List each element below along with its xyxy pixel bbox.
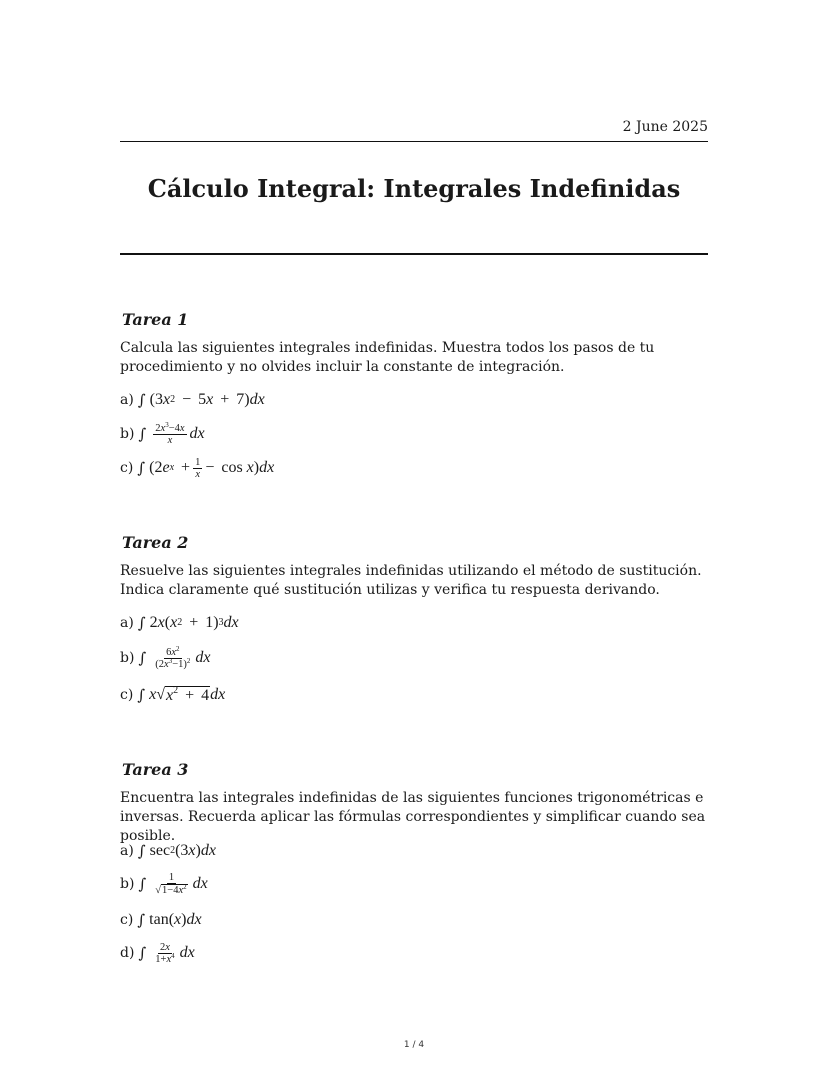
task-title: Tarea 3 bbox=[122, 760, 189, 779]
exercise-item bbox=[120, 841, 216, 861]
math-expression: ∫ 2 x ( x 2 + 1) 3 dx bbox=[137, 614, 239, 632]
exercise-label: a) bbox=[120, 392, 134, 408]
math-expression: ∫ tan( x ) dx bbox=[137, 911, 202, 929]
exercise-item bbox=[120, 910, 202, 930]
exercise-item bbox=[120, 874, 208, 894]
math-expression: ∫ x √ $x^2 + 4$ dx bbox=[137, 685, 226, 704]
exercise-label: b) bbox=[120, 426, 135, 442]
exercise-label: c) bbox=[120, 912, 134, 928]
exercise-item bbox=[120, 644, 211, 670]
document-title: Cálculo Integral: Integrales Indefinidas bbox=[147, 174, 681, 203]
task-title: Tarea 2 bbox=[122, 533, 189, 552]
math-expression: ∫ $\frac{2x}{1+x^4}$ dx bbox=[138, 941, 195, 965]
top-rule bbox=[120, 141, 708, 142]
page-number: 1 / 4 bbox=[403, 1040, 425, 1050]
title-rule bbox=[120, 253, 708, 255]
exercise-label: a) bbox=[120, 843, 134, 859]
math-expression: ∫ 1 √ $1-4x^2$ dx bbox=[138, 872, 208, 896]
exercise-item bbox=[120, 390, 265, 410]
exercise-label: d) bbox=[120, 945, 135, 961]
exercise-label: c) bbox=[120, 460, 134, 476]
exercise-label: a) bbox=[120, 615, 134, 631]
exercise-label: c) bbox=[120, 687, 134, 703]
task-description: Encuentra las integrales indefinidas de las siguientes funciones trigonométricas e inversas. Recuerda aplicar las fórmulas correspondientes y simplificar cuando sea posible. bbox=[120, 790, 706, 844]
exercise-label: b) bbox=[120, 650, 135, 666]
task-description: Calcula las siguientes integrales indefinidas. Muestra todos los pasos de tu procedimiento y no olvides incluir la constante de integración. bbox=[120, 340, 655, 375]
exercise-item bbox=[120, 685, 225, 705]
exercise-item bbox=[120, 943, 195, 963]
math-expression: ∫ (2 e x + $\frac{1}{x}$ − cos x ) dx bbox=[137, 456, 275, 480]
task-description: Resuelve las siguientes integrales indefinidas utilizando el método de sustitución. Indica claramente qué sustitución utilizas y verifica tu respuesta derivando. bbox=[120, 563, 702, 598]
exercise-item bbox=[120, 613, 239, 633]
task-title: Tarea 1 bbox=[122, 310, 189, 329]
math-expression: ∫ $\frac{6x^2}{(2x^3-1)^2}$ dx bbox=[138, 644, 211, 670]
exercise-item bbox=[120, 458, 274, 478]
exercise-item bbox=[120, 420, 205, 446]
math-expression: ∫ $\frac{2x^3-4x}{x}$ dx bbox=[138, 420, 205, 446]
math-expression: ∫ (3 x 2 − 5 x + 7) dx bbox=[137, 391, 265, 409]
exercise-label: b) bbox=[120, 876, 135, 892]
math-expression: ∫ sec 2 (3 x ) dx bbox=[137, 842, 216, 860]
document-date: 2 June 2025 bbox=[622, 119, 708, 135]
